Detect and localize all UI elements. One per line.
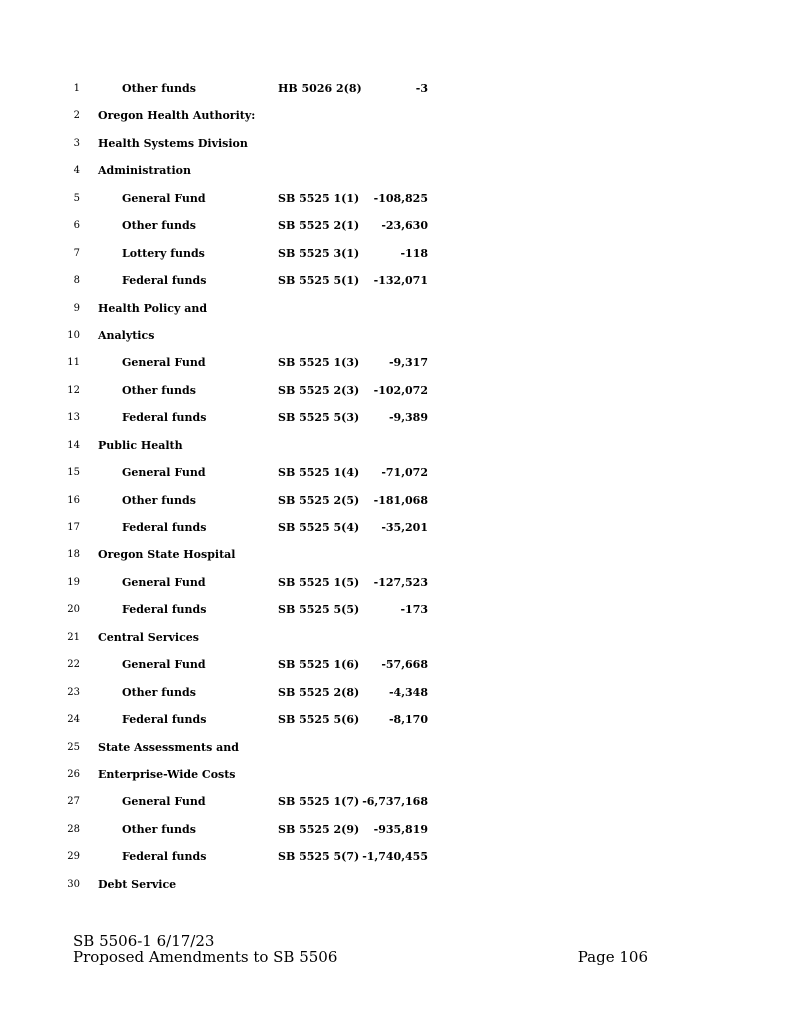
section-heading: Debt Service [98,877,177,891]
document-line [0,216,800,243]
document-line [0,518,800,545]
bill-reference: SB 5525 5(6) [278,713,360,727]
amount: -118 [400,246,428,260]
line-number: 4 [73,165,80,177]
amount: -6,737,168 [362,795,428,809]
fund-label: Federal funds [122,850,207,864]
bill-reference: SB 5525 5(4) [278,521,360,534]
fund-label: General Fund [122,795,206,809]
fund-label: Other funds [122,82,196,95]
amount: -57,668 [381,658,428,672]
document-line [0,738,800,765]
amount: -9,389 [388,411,428,425]
line-number: 25 [67,741,80,753]
document-line [0,408,800,435]
document-line [0,600,800,627]
line-number: 20 [67,604,80,616]
fund-label: Other funds [122,383,196,397]
amount: -4,348 [388,685,428,699]
document-line [0,683,800,710]
line-number: 27 [67,796,80,808]
bill-reference: SB 5525 1(6) [278,658,360,672]
bill-reference: SB 5525 5(3) [278,411,360,425]
line-number: 2 [73,110,80,122]
document-line [0,326,800,353]
footer-doc-id: SB 5506-1 6/17/23 [73,932,215,950]
document-line [0,655,800,682]
page-number: Page 106 [577,948,648,966]
amount: -181,068 [373,493,428,507]
document-line [0,161,800,188]
document-line [0,134,800,161]
line-number: 8 [73,275,80,287]
fund-label: General Fund [122,356,206,370]
fund-label: Other funds [122,685,196,699]
document-line [0,820,800,847]
amount: -132,071 [373,274,428,288]
line-number: 5 [73,192,80,204]
document-line [0,573,800,600]
amount: -935,819 [373,822,428,836]
bill-reference: SB 5525 1(3) [278,356,360,370]
amount: -1,740,455 [362,850,428,864]
fund-label: Federal funds [122,603,207,617]
line-number: 7 [73,247,80,259]
amount: -9,317 [388,356,428,370]
fund-label: Federal funds [122,713,207,727]
page-footer [73,933,648,965]
section-heading: State Assessments and [98,740,239,754]
line-list [0,79,800,902]
bill-reference: SB 5525 1(1) [278,191,360,205]
fund-label: Federal funds [122,274,207,288]
section-heading: Oregon Health Authority: [98,109,256,123]
line-number: 13 [67,412,80,424]
line-number: 9 [73,302,80,314]
document-line [0,628,800,655]
bill-reference: SB 5525 2(8) [278,685,360,699]
document-line [0,847,800,874]
line-number: 22 [67,659,80,671]
line-number: 19 [67,576,80,588]
amount: -3 [415,82,428,95]
line-number: 16 [67,494,80,506]
line-number: 10 [67,329,80,341]
bill-reference: SB 5525 2(9) [278,822,360,836]
fund-label: Other funds [122,219,196,233]
fund-label: General Fund [122,466,206,480]
section-heading: Public Health [98,438,183,452]
document-line [0,299,800,326]
bill-reference: SB 5525 2(5) [278,493,360,507]
bill-reference: SB 5525 5(1) [278,274,360,288]
amount: -173 [400,603,428,617]
document-line [0,463,800,490]
amount: -71,072 [381,466,428,480]
fund-label: Federal funds [122,411,207,425]
line-number: 17 [67,522,80,533]
section-heading: Analytics [98,328,155,342]
line-number: 21 [67,631,80,643]
line-number: 15 [67,467,80,479]
document-line [0,765,800,792]
line-number: 28 [67,823,80,835]
line-number: 26 [67,768,80,780]
fund-label: Lottery funds [122,246,205,260]
section-heading: Central Services [98,630,199,644]
line-number: 14 [67,439,80,451]
section-heading: Administration [98,164,192,178]
section-heading: Enterprise-Wide Costs [98,767,236,781]
document-line [0,106,800,133]
document-line [0,545,800,572]
line-number: 29 [67,851,80,863]
bill-reference: HB 5026 2(8) [278,82,362,95]
fund-label: Other funds [122,493,196,507]
line-number: 30 [67,878,80,890]
line-number: 11 [67,357,80,369]
amount: -8,170 [388,713,428,727]
line-number: 24 [67,714,80,726]
fund-label: General Fund [122,658,206,672]
section-heading: Health Policy and [98,301,208,315]
document-line [0,710,800,737]
line-number: 3 [73,137,80,149]
document-line [0,244,800,271]
document-line [0,875,800,902]
line-number: 6 [73,220,80,232]
fund-label: General Fund [122,575,206,589]
amount: -108,825 [373,191,428,205]
bill-reference: SB 5525 1(4) [278,466,360,480]
bill-reference: SB 5525 3(1) [278,246,360,260]
fund-label: General Fund [122,191,206,205]
document-line [0,792,800,819]
document-line [0,491,800,518]
document-line [0,271,800,298]
fund-label: Other funds [122,822,196,836]
footer-description: Proposed Amendments to SB 5506 [73,948,338,966]
bill-reference: SB 5525 1(7) [278,795,360,809]
bill-reference: SB 5525 2(1) [278,219,360,233]
line-number: 18 [67,549,80,561]
document-line [0,436,800,463]
document-line [0,79,800,106]
document-line [0,381,800,408]
bill-reference: SB 5525 5(5) [278,603,360,617]
bill-reference: SB 5525 2(3) [278,383,360,397]
line-number: 1 [73,83,80,94]
document-line [0,189,800,216]
amount: -35,201 [381,521,428,534]
line-number: 12 [67,384,80,396]
bill-reference: SB 5525 1(5) [278,575,360,589]
amount: -127,523 [373,575,428,589]
section-heading: Health Systems Division [98,136,248,150]
bill-reference: SB 5525 5(7) [278,850,360,864]
amount: -102,072 [373,383,428,397]
section-heading: Oregon State Hospital [98,548,236,562]
fund-label: Federal funds [122,521,207,534]
line-number: 23 [67,686,80,698]
document-line [0,353,800,380]
amount: -23,630 [381,219,428,233]
